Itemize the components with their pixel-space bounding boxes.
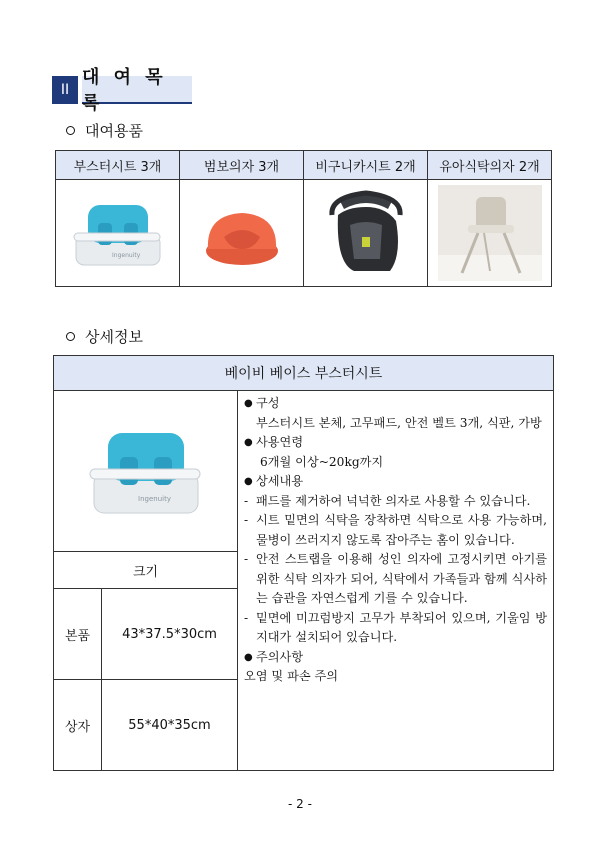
composition-label: ● 구성 (244, 394, 547, 414)
circle-bullet-icon (66, 126, 75, 135)
car-seat-image (304, 180, 428, 287)
rental-item-name: 유아식탁의자 2개 (428, 151, 552, 180)
product-title: 베이비 베이스 부스터시트 (54, 356, 554, 391)
size-row-label: 본품 (54, 589, 102, 680)
rental-item-name: 비구니카시트 2개 (304, 151, 428, 180)
section-number: II (52, 76, 78, 104)
page-number: - 2 - (288, 797, 312, 811)
rental-item-name: 범보의자 3개 (180, 151, 304, 180)
detail-item: - 안전 스트랩을 이용해 성인 의자에 고정시키면 아기를 위한 식탁 의자가 되어, 식탁에서 가족들과 함께 식사하는 습관을 자연스럽게 기를 수 있습니다. (244, 550, 547, 609)
rental-subtitle: 대여용품 (66, 120, 143, 141)
section-title: 대 여 목 록 (82, 76, 192, 104)
detail-item: - 시트 밑면의 식탁을 장착하면 식탁으로 사용 가능하며, 물병이 쓰러지지 않도록 잡아주는 홈이 있습니다. (244, 511, 547, 550)
high-chair-image (428, 180, 552, 287)
product-detail-table (53, 355, 554, 771)
composition-text: 부스터시트 본체, 고무패드, 안전 벨트 3개, 식판, 가방 (256, 415, 542, 430)
age-text: 6개월 이상~20kg까지 (260, 454, 384, 469)
brand-logo-text: Ingenuity (137, 495, 171, 503)
details-label: ● 상세내용 (244, 472, 547, 492)
age-label: ● 사용연령 (244, 433, 547, 453)
bumbo-seat-image (180, 180, 304, 287)
caution-label: ● 주의사항 (244, 648, 547, 668)
product-description (238, 391, 554, 771)
rental-item-name: 부스터시트 3개 (56, 151, 180, 180)
section-header (52, 67, 192, 114)
product-image (54, 391, 238, 552)
caution-text: 오염 및 파손 주의 (244, 669, 339, 683)
detail-item: - 패드를 제거하여 넉넉한 의자로 사용할 수 있습니다. (244, 492, 547, 512)
rental-items-table (55, 150, 552, 287)
booster-seat-image (56, 180, 180, 287)
brand-logo-text: Ingenuity (111, 252, 140, 259)
detail-item: - 밑면에 미끄럼방지 고무가 부착되어 있으며, 기울임 방지대가 설치되어 있습니다. (244, 609, 547, 648)
detail-subtitle: 상세정보 (66, 326, 143, 347)
size-row-label: 상자 (54, 680, 102, 771)
circle-bullet-icon (66, 332, 75, 341)
size-label: 크기 (54, 552, 238, 589)
size-row-value: 55*40*35cm (102, 680, 238, 771)
size-row-value: 43*37.5*30cm (102, 589, 238, 680)
